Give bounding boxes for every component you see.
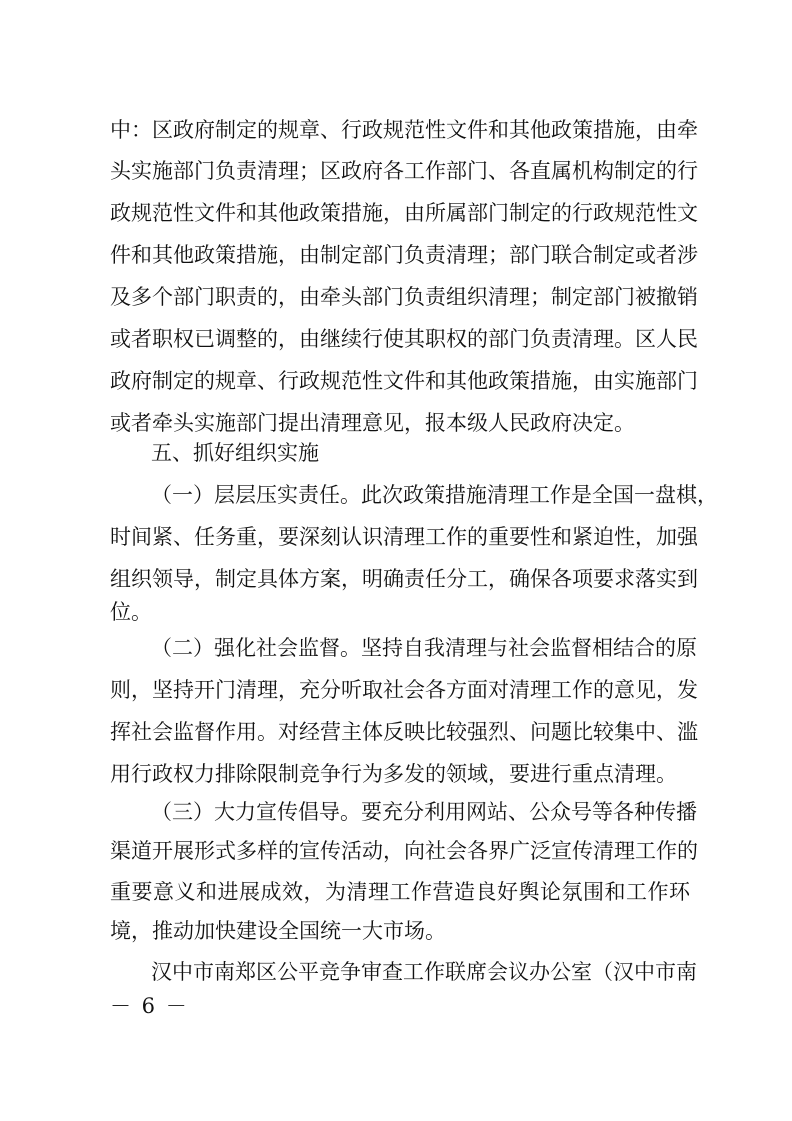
item-1-line: 组织领导，制定具体方案，明确责任分工，确保各项要求落实到 <box>110 567 698 591</box>
body-line: 及多个部门职责的，由牵头部门负责组织清理；制定部门被撤销 <box>110 285 698 309</box>
item-3-line: 渠道开展形式多样的宣传活动，向社会各界广泛宣传清理工作的 <box>110 839 698 863</box>
body-line: 或者牵头实施部门提出清理意见，报本级人民政府决定。 <box>110 411 635 435</box>
item-3-line: 境，推动加快建设全国统一大市场。 <box>110 919 446 943</box>
item-1-line: （一）层层压实责任。此次政策措施清理工作是全国一盘棋， <box>151 483 718 507</box>
item-3-line: （三）大力宣传倡导。要充分利用网站、公众号等各种传播 <box>151 800 697 824</box>
body-line: 或者职权已调整的，由继续行使其职权的部门负责清理。区人民 <box>110 327 698 351</box>
closing-line: 汉中市南郑区公平竞争审查工作联席会议办公室（汉中市南 <box>151 960 697 984</box>
body-line: 中：区政府制定的规章、行政规范性文件和其他政策措施，由牵 <box>110 118 698 142</box>
item-2-line: （二）强化社会监督。坚持自我清理与社会监督相结合的原 <box>151 636 697 660</box>
item-2-line: 用行政权力排除限制竞争行为多发的领域，要进行重点清理。 <box>110 762 677 786</box>
body-line: 政规范性文件和其他政策措施，由所属部门制定的行政规范性文 <box>110 201 698 225</box>
body-line: 头实施部门负责清理；区政府各工作部门、各直属机构制定的行 <box>110 159 698 183</box>
item-1-line: 时间紧、任务重，要深刻认识清理工作的重要性和紧迫性，加强 <box>110 525 698 549</box>
body-line: 政府制定的规章、行政规范性文件和其他政策措施，由实施部门 <box>110 369 698 393</box>
item-2-line: 挥社会监督作用。对经营主体反映比较强烈、问题比较集中、滥 <box>110 720 698 744</box>
item-3-line: 重要意义和进展成效，为清理工作营造良好舆论氛围和工作环 <box>110 880 690 904</box>
item-1-line: 位。 <box>110 600 152 624</box>
page-number: － 6 － <box>110 994 189 1018</box>
body-line: 件和其他政策措施，由制定部门负责清理；部门联合制定或者涉 <box>110 243 698 267</box>
section-heading: 五、抓好组织实施 <box>151 441 319 465</box>
item-2-line: 则，坚持开门清理，充分听取社会各方面对清理工作的意见，发 <box>110 678 698 702</box>
